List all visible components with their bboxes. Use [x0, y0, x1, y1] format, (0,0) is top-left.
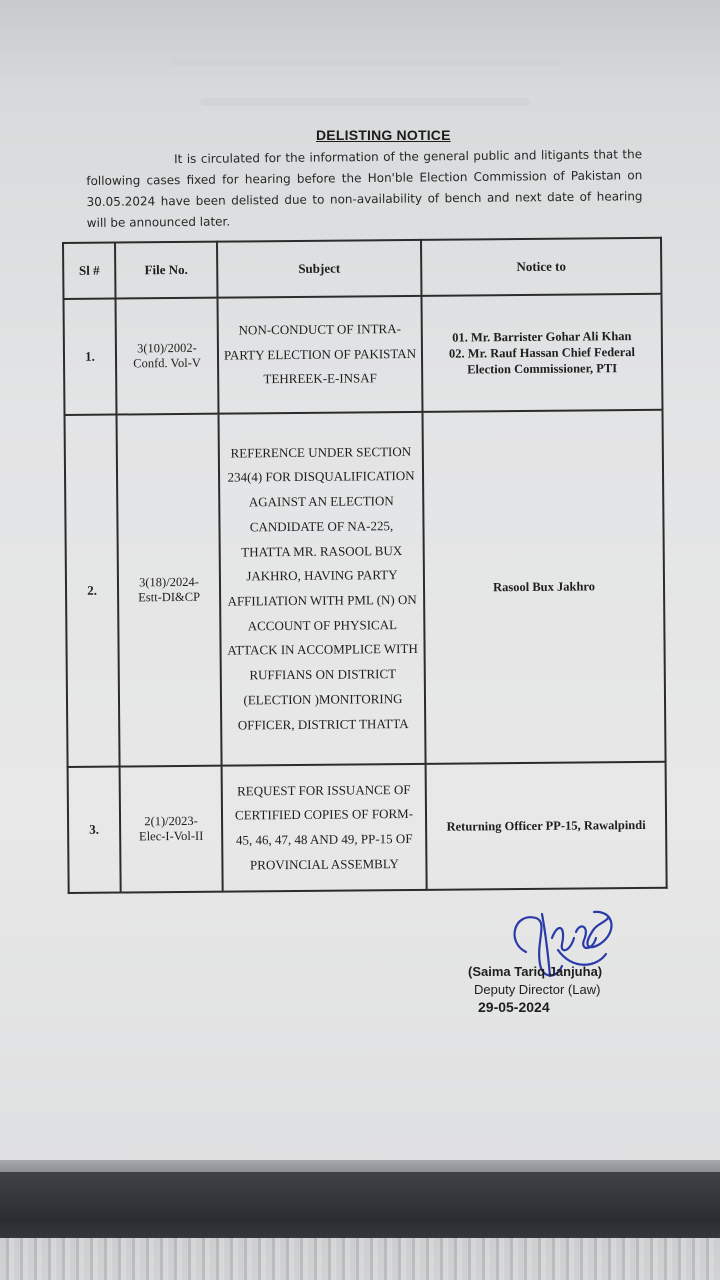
table-row: [68, 762, 667, 893]
file-no-line: 3(10)/2002-: [137, 340, 197, 356]
row-file-no: [120, 766, 223, 893]
cases-table: [62, 237, 682, 894]
signatory-name: (Saima Tariq Janjuha): [468, 964, 603, 979]
row-notice-to: [422, 410, 665, 764]
header-file-no: File No.: [115, 242, 217, 299]
header-subject: Subject: [217, 240, 421, 298]
notice-line: Rasool Bux Jakhro: [493, 579, 596, 595]
row-file-no: [117, 414, 222, 767]
header-notice-to: Notice to: [421, 238, 661, 296]
file-no-line: Estt-DI&CP: [138, 589, 201, 605]
header-sl: Sl #: [63, 243, 115, 299]
row-subject: REQUEST FOR ISSUANCE OF CERTIFIED COPIES OF FORM-45, 46, 47, 48 AND 49, PP-15 OF PROVINCIAL ASSEMBLY: [222, 764, 427, 892]
desk-object: [0, 1238, 720, 1280]
row-sl: 2.: [65, 415, 120, 767]
notice-line: Returning Officer PP-15, Rawalpindi: [446, 817, 646, 834]
notice-title: DELISTING NOTICE: [316, 127, 451, 143]
notice-line: 01. Mr. Barrister Gohar Ali Khan: [452, 329, 632, 345]
file-no-line: 2(1)/2023-: [144, 813, 198, 829]
notice-intro: It is circulated for the information of the general public and litigants that the following cases fixed for hearing before the Hon'ble Election Commission of Pakistan on 30.05.2024 have been delisted due to non-availability of bench and next date of hearing will be announced later.: [86, 147, 643, 230]
notice-line: Election Commissioner, PTI: [467, 361, 618, 377]
row-sl: 3.: [68, 767, 121, 893]
file-no-line: Elec-I-Vol-II: [138, 828, 204, 844]
row-subject: NON-CONDUCT OF INTRA-PARTY ELECTION OF PAKISTAN TEHREEK-E-INSAF: [217, 296, 422, 414]
table-row: [65, 410, 666, 767]
row-file-no: [115, 298, 218, 415]
row-notice-to: [426, 762, 667, 890]
file-no-line: 3(18)/2024-: [139, 574, 199, 590]
signature-block: [466, 892, 646, 1022]
faint-header-bleed: [200, 98, 530, 106]
row-notice-to: [421, 294, 662, 412]
signatory-designation: Deputy Director (Law): [474, 982, 601, 997]
page-edge: [0, 1160, 720, 1172]
row-sl: 1.: [63, 299, 116, 415]
file-no-line: Confd. Vol-V: [133, 355, 201, 371]
faint-header-bleed: [170, 58, 560, 66]
signature-date: 29-05-2024: [478, 999, 550, 1015]
notice-line: 02. Mr. Rauf Hassan Chief Federal: [448, 345, 636, 361]
row-subject: REFERENCE UNDER SECTION 234(4) FOR DISQUALIFICATION AGAINST AN ELECTION CANDIDATE OF NA-225, THATTA MR. RASOOL BUX JAKHRO, HAVING PARTY AFFILIATION WITH PML (N) ON ACCOUNT OF PHYSICAL ATTACK IN ACCOMPLICE WITH RUFFIANS ON DISTRICT (ELECTION )MONITORING OFFICER, DISTRICT THATTA: [219, 412, 426, 766]
table-header-row: [63, 238, 661, 299]
table-row: [63, 294, 662, 415]
